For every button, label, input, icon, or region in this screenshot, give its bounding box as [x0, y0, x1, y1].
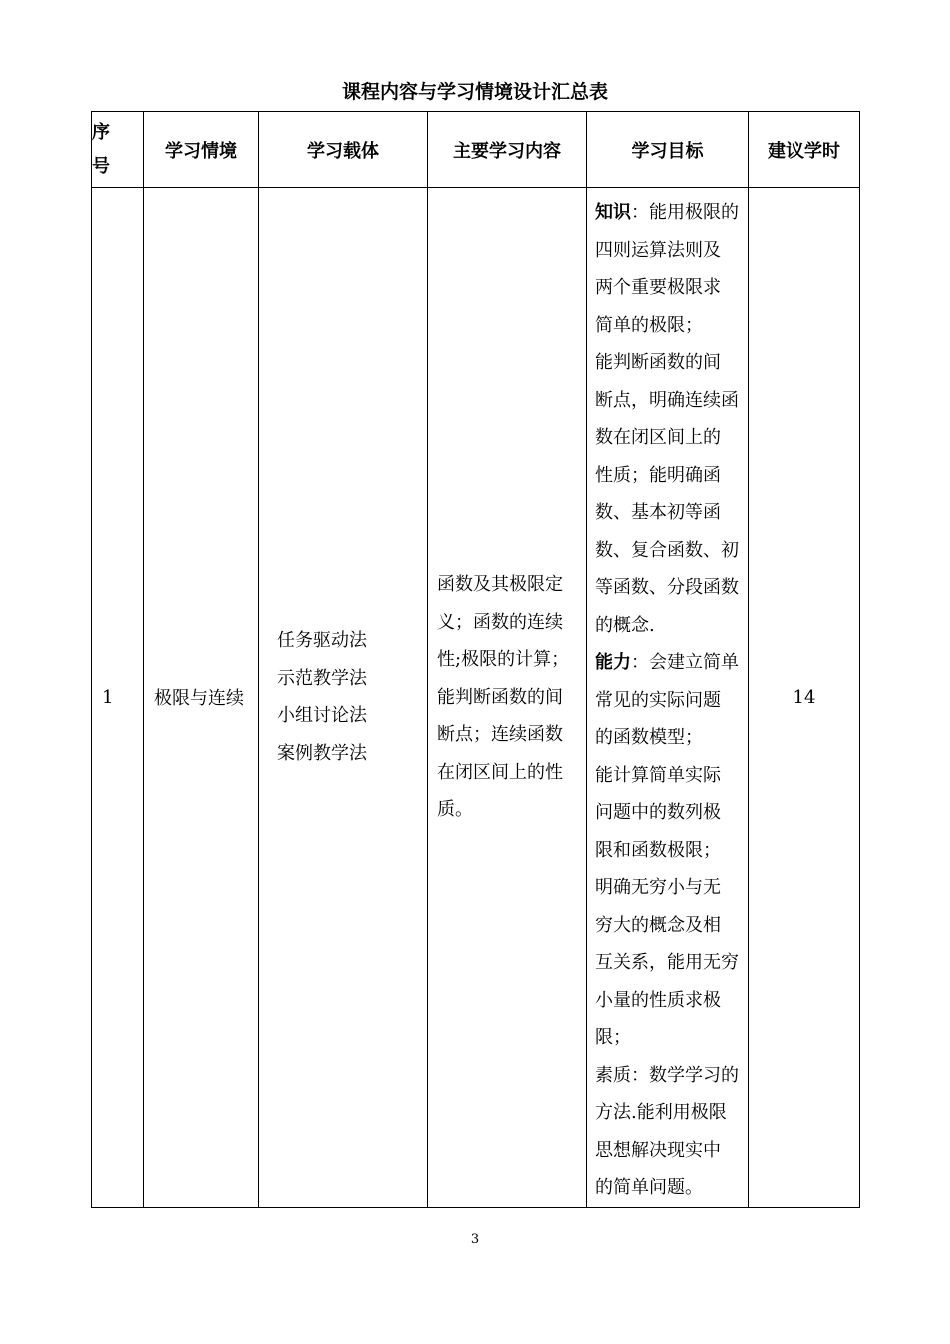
goal-line: 性质；能明确函	[595, 464, 721, 486]
header-seq-line1: 序	[92, 121, 110, 143]
cell-seq: 1	[92, 188, 144, 1208]
goal-line: 数、复合函数、初	[595, 539, 739, 561]
header-content: 主要学习内容	[428, 112, 587, 188]
goal-line: 穷大的概念及相	[595, 914, 721, 936]
content-line: 函数及其极限定	[437, 574, 563, 595]
goal-line: 的简单问题。	[595, 1177, 703, 1198]
content-line: 断点；连续函数	[437, 724, 563, 745]
goal-knowledge-first: ：能用极限的	[631, 202, 739, 223]
goal-line: 两个重要极限求	[595, 277, 721, 298]
goal-line: 断点，明确连续函	[595, 389, 739, 411]
goal-line: 问题中的数列极	[595, 802, 721, 823]
goal-line: 方法.能利用极限	[595, 1102, 727, 1123]
goal-line: 限；	[595, 1027, 631, 1048]
goal-knowledge-first-line	[595, 194, 742, 232]
goal-knowledge-label: 知识	[595, 202, 631, 223]
goal-line: 常见的实际问题	[595, 689, 721, 711]
page-number: 3	[470, 1232, 480, 1247]
goal-line: 四则运算法则及	[595, 239, 721, 261]
header-hours: 建议学时	[749, 112, 860, 188]
content-line: 义；函数的连续	[437, 611, 563, 633]
carrier-line: 示范教学法	[277, 667, 367, 689]
carrier-line: 任务驱动法	[277, 630, 367, 652]
goal-line: 数、基本初等函	[595, 502, 721, 523]
goal-line: 简单的极限；	[595, 314, 703, 336]
carrier-line: 小组讨论法	[277, 705, 367, 727]
goal-line: 限和函数极限；	[595, 839, 721, 861]
header-seq-line2: 号	[92, 155, 110, 177]
goal-line: 能计算简单实际	[595, 764, 721, 786]
goal-line: 能判断函数的间	[595, 352, 721, 373]
header-carrier: 学习载体	[259, 112, 428, 188]
header-seq	[92, 112, 144, 188]
header-situation: 学习情境	[144, 112, 259, 188]
cell-carrier	[259, 188, 428, 1208]
cell-goal	[587, 188, 749, 1208]
goal-ability-label: 能力	[595, 652, 631, 673]
content-line: 在闭区间上的性	[437, 761, 563, 783]
content-line: 质。	[437, 799, 473, 820]
goal-line: 等函数、分段函数	[595, 577, 739, 598]
goal-ability-first-line	[595, 644, 742, 682]
cell-situation: 极限与连续	[144, 188, 259, 1208]
table-header-row	[92, 112, 860, 188]
goal-line: 素质：数学学习的	[595, 1064, 739, 1086]
goal-line: 数在闭区间上的	[595, 427, 721, 448]
cell-content	[428, 188, 587, 1208]
goal-line: 的概念.	[595, 614, 655, 636]
page-title: 课程内容与学习情境设计汇总表	[341, 81, 608, 103]
goal-line: 的函数模型；	[595, 727, 703, 748]
table-row	[92, 188, 860, 1208]
summary-table	[91, 111, 860, 1208]
content-line: 性;极限的计算；	[437, 649, 570, 670]
carrier-line: 案例教学法	[277, 742, 367, 764]
header-goal: 学习目标	[587, 112, 749, 188]
goal-line: 明确无穷小与无	[595, 877, 721, 898]
cell-hours: 14	[749, 188, 860, 1208]
goal-line: 互关系，能用无穷	[595, 952, 739, 973]
goal-line: 思想解决现实中	[595, 1139, 721, 1161]
goal-line: 小量的性质求极	[595, 989, 721, 1011]
content-line: 能判断函数的间	[437, 686, 563, 708]
goal-ability-first: ：会建立简单	[631, 652, 739, 673]
